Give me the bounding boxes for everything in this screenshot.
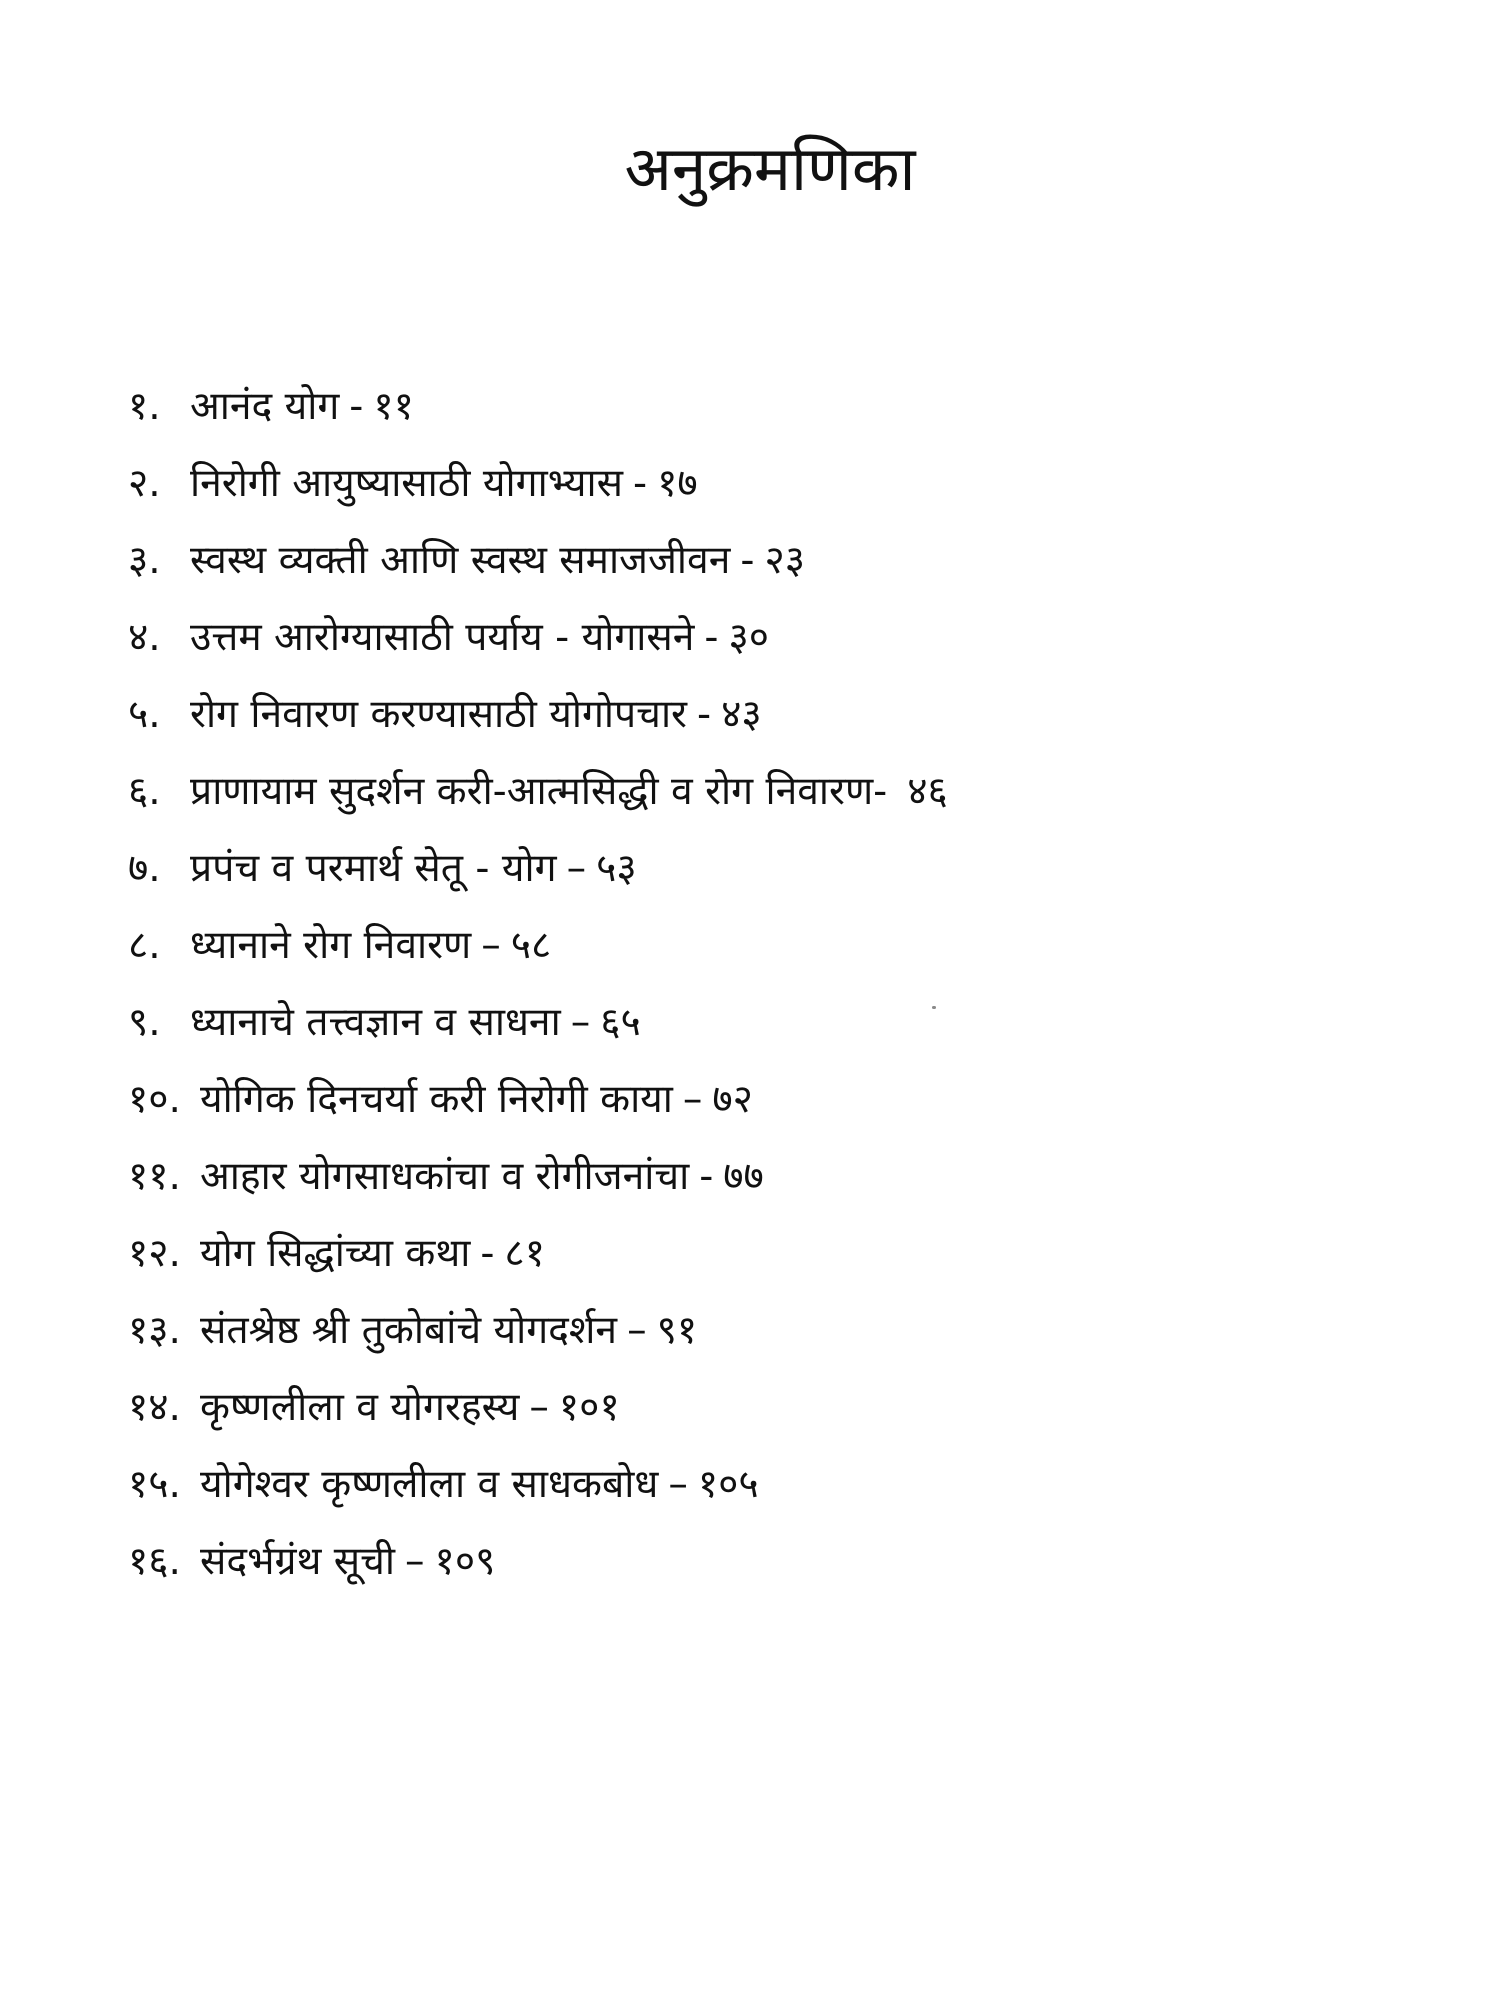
toc-entry-title: योगिक दिनचर्या करी निरोगी काया — [200, 1077, 673, 1122]
toc-entry-title: आहार योगसाधकांचा व रोगीजनांचा — [200, 1154, 690, 1199]
toc-entry-page: १०५ — [697, 1462, 759, 1507]
toc-entry — [128, 1215, 1428, 1292]
toc-entry-page: ११ — [373, 384, 414, 429]
toc-entry-title: रोग निवारण करण्यासाठी योगोपचार — [190, 692, 688, 737]
toc-entry — [128, 907, 1428, 984]
toc-entry — [128, 522, 1428, 599]
toc-entry — [128, 1369, 1428, 1446]
toc-entry-title: आनंद योग — [190, 384, 340, 429]
toc-entry-separator: – — [627, 1308, 647, 1353]
toc-entry-number: ७. — [128, 846, 161, 891]
toc-entry — [128, 753, 1428, 830]
toc-entry-separator: - — [699, 1154, 714, 1199]
toc-entry-page: ८१ — [504, 1231, 545, 1276]
toc-entry — [128, 676, 1428, 753]
toc-entry-title: संतश्रेष्ठ श्री तुकोबांचे योगदर्शन — [200, 1308, 618, 1353]
toc-entry-number: ३. — [128, 538, 161, 583]
toc-entry — [128, 984, 1428, 1061]
toc-entry-page: ४३ — [721, 692, 762, 737]
toc-entry-number: ८. — [128, 923, 161, 968]
toc-entry — [128, 599, 1428, 676]
toc-entry-title: उत्तम आरोग्यासाठी पर्याय - योगासने — [190, 615, 695, 660]
toc-entry-title: संदर्भग्रंथ सूची — [200, 1539, 396, 1584]
toc-entry-separator: - — [704, 615, 719, 660]
scan-speck — [932, 1006, 936, 1009]
toc-entry-title: कृष्णलीला व योगरहस्य — [200, 1385, 520, 1430]
toc-entry-page: ६५ — [600, 1000, 641, 1045]
toc-entry-title: प्रपंच व परमार्थ सेतू - योग — [190, 846, 557, 891]
toc-entry-title: निरोगी आयुष्यासाठी योगाभ्यास — [190, 461, 624, 506]
toc-entry-number: ४. — [128, 615, 161, 660]
toc-entry-page: ५८ — [510, 923, 552, 968]
toc-entry-separator: – — [570, 1000, 591, 1045]
toc-entry-number: ११. — [128, 1154, 181, 1199]
toc-entry — [128, 1138, 1428, 1215]
toc-entry-title: योग सिद्धांच्या कथा — [200, 1231, 471, 1276]
toc-entry-number: १५. — [128, 1462, 181, 1507]
toc-entry-number: ६. — [128, 769, 161, 814]
toc-entry-page: २३ — [764, 538, 806, 583]
toc-entry-title: ध्यानाने रोग निवारण — [190, 923, 472, 968]
toc-entry — [128, 368, 1428, 445]
table-of-contents — [128, 368, 1428, 1600]
toc-entry-number: १४. — [128, 1385, 181, 1430]
toc-entry — [128, 1446, 1428, 1523]
toc-entry — [128, 1292, 1428, 1369]
toc-entry-title: योगेश्वर कृष्णलीला व साधकबोध — [200, 1462, 659, 1507]
toc-entry-separator: – — [668, 1462, 688, 1507]
toc-entry — [128, 1523, 1428, 1600]
toc-entry-page: ४६ — [907, 769, 948, 814]
toc-entry — [128, 830, 1428, 907]
toc-entry-separator: - — [480, 1231, 495, 1276]
toc-entry-number: २. — [128, 461, 161, 506]
toc-entry-number: १३. — [128, 1308, 181, 1353]
toc-entry-separator: – — [682, 1077, 703, 1122]
toc-entry-separator: – — [481, 923, 501, 968]
toc-entry-number: १०. — [128, 1077, 181, 1122]
toc-entry-separator: - — [633, 461, 648, 506]
toc-entry-title: स्वस्थ व्यक्ती आणि स्वस्थ समाजजीवन — [190, 538, 731, 583]
toc-entry-title: ध्यानाचे तत्त्वज्ञान व साधना — [190, 1000, 561, 1045]
toc-entry — [128, 1061, 1428, 1138]
toc-entry-page: १०१ — [558, 1385, 620, 1430]
toc-entry-page: ३० — [728, 615, 770, 660]
toc-entry-separator: – — [566, 846, 587, 891]
toc-entry-number: १. — [128, 384, 161, 429]
toc-entry — [128, 445, 1428, 522]
toc-entry-separator: - — [349, 384, 364, 429]
toc-entry-page: १०९ — [434, 1539, 496, 1584]
toc-entry-separator: - — [697, 692, 712, 737]
toc-entry-page: ७२ — [712, 1077, 753, 1122]
page-title: अनुक्रमणिका — [624, 131, 916, 205]
toc-entry-page: १७ — [657, 461, 698, 506]
toc-entry-separator: - — [740, 538, 755, 583]
toc-entry-number: १६. — [128, 1539, 181, 1584]
toc-entry-number: १२. — [128, 1231, 181, 1276]
toc-entry-number: ९. — [128, 1000, 161, 1045]
toc-entry-number: ५. — [128, 692, 161, 737]
toc-entry-page: ५३ — [596, 846, 637, 891]
toc-entry-page: ९१ — [656, 1308, 698, 1353]
toc-entry-page: ७७ — [723, 1154, 764, 1199]
toc-entry-separator: – — [405, 1539, 425, 1584]
toc-entry-separator: – — [529, 1385, 549, 1430]
toc-entry-title: प्राणायाम सुदर्शन करी-आत्मसिद्धी व रोग निवारण- — [190, 769, 888, 814]
